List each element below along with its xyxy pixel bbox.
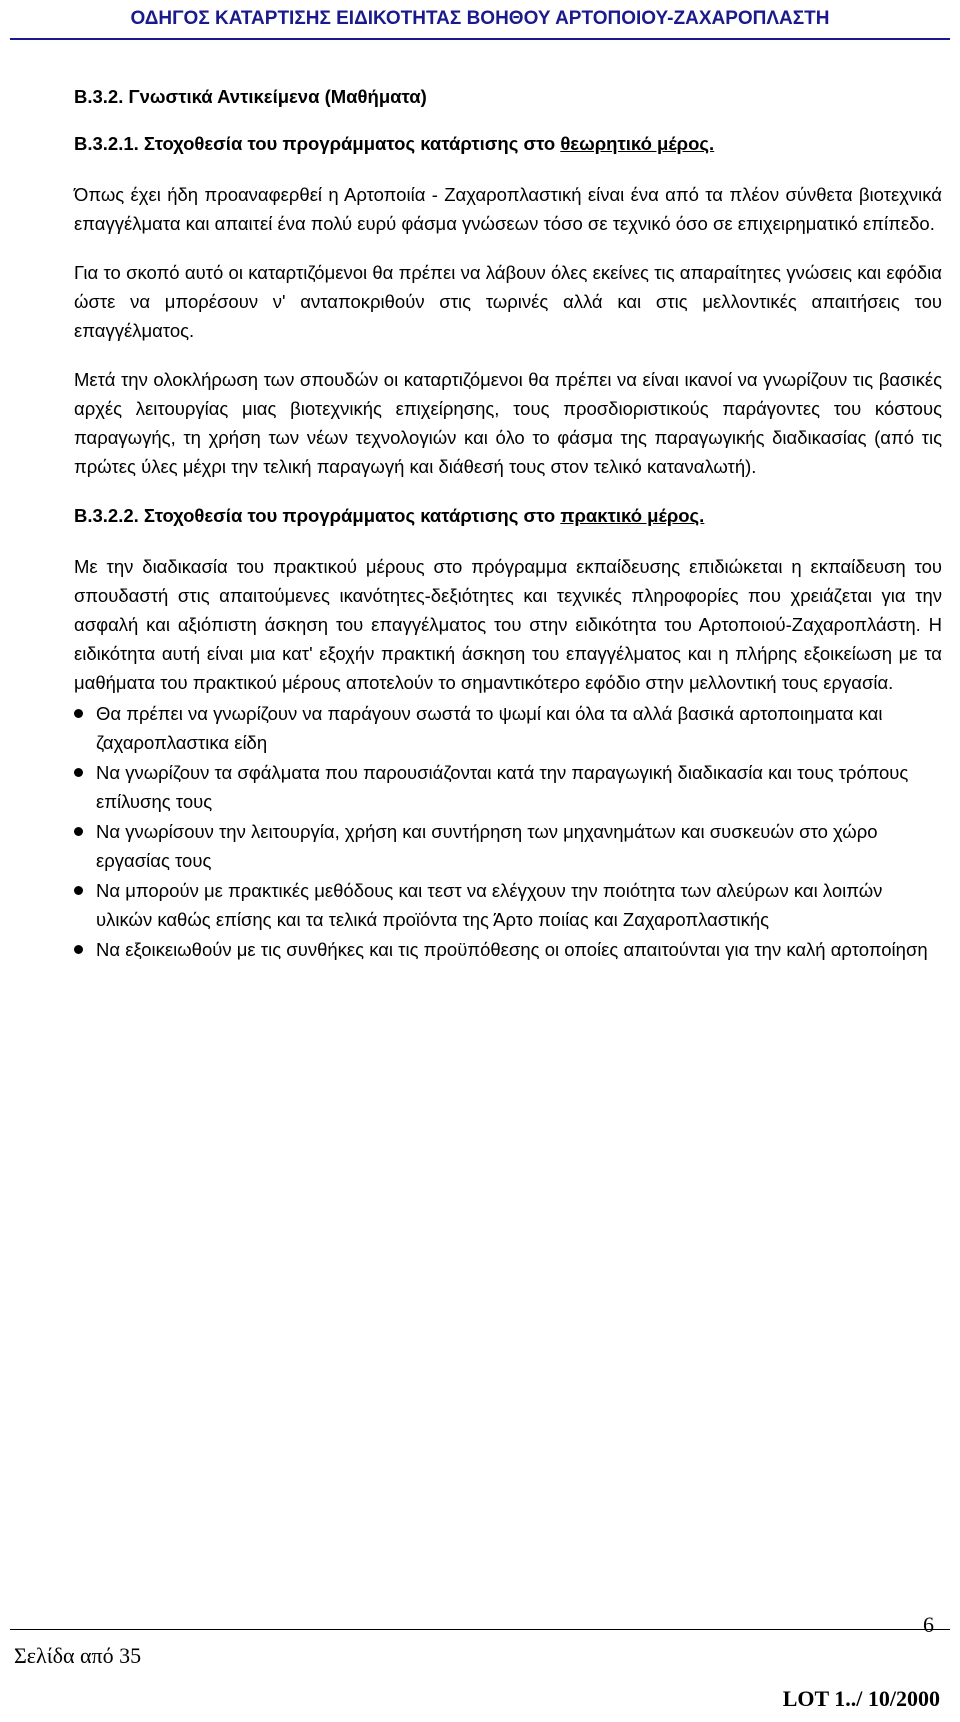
list-item <box>74 758 942 816</box>
list-item <box>74 876 942 934</box>
paragraph: Με την διαδικασία του πρακτικού μέρους στο πρόγραμμα εκπαίδευσης επιδιώκεται η εκπαίδευση του σπουδαστή στις απαιτούμενες ικανότητες-δεξιότητες και τεχνικές πληροφορίες που χρειάζεται για την ασφαλή και αξιόπιστη άσκηση του επαγγέλματος του στην ειδικότητα του Αρτοποιού-Ζαχαροπλάστη. Η ειδικότητα αυτή είναι μια κατ' εξοχήν πρακτική άσκηση του επαγγέλματος και η πλήρης εξοικείωση με τα μαθήματα του πρακτικού μέρους αποτελούν το σημαντικότερο εφόδιο στην μελλοντική τους εργασία. <box>74 556 942 693</box>
paragraph: Για το σκοπό αυτό οι καταρτιζόμενοι θα πρέπει να λάβουν όλες εκείνες τις απαραίτητες γνώσεις και εφόδια ώστε να μπορέσουν ν' ανταποκριθούν στις τωρινές αλλά και στις μελλοντικές απαιτήσεις του επαγγέλματος. <box>74 262 942 341</box>
sub-heading-practice <box>74 501 942 530</box>
list-item <box>74 817 942 875</box>
document-header: ΟΔΗΓΟΣ ΚΑΤΑΡΤΙΣΗΣ ΕΙΔΙΚΟΤΗΤΑΣ ΒΟΗΘΟΥ ΑΡΤΟΠΟΙΟΥ-ΖΑΧΑΡΟΠΛΑΣΤΗ <box>130 8 830 29</box>
paragraph: Μετά την ολοκλήρωση των σπουδών οι καταρτιζόμενοι θα πρέπει να είναι ικανοί να γνωρίζουν τις βασικές αρχές λειτουργίας μιας βιοτεχνικής επιχείρησης, τους προσδιοριστικούς παράγοντες του κόστους παραγωγής, τη χρήση των νέων τεχνολογιών και όλο το φάσμα της παραγωγικής διαδικασίας (από τις πρώτες ύλες μέχρι την τελική παραγωγή και διάθεσή τους στον τελικό καταναλωτή). <box>74 369 942 477</box>
document-body <box>74 82 942 965</box>
bullet-icon <box>74 768 83 777</box>
bullet-icon <box>74 945 83 954</box>
paragraph: Όπως έχει ήδη προαναφερθεί η Αρτοποιία - Ζαχαροπλαστική είναι ένα από τα πλέον σύνθετα βιοτεχνικά επαγγέλματα και απαιτεί ένα πολύ ευρύ φάσμα γνώσεων τόσο σε τεχνικό όσο σε επιχειρηματικό επίπεδο. <box>74 184 942 234</box>
sub-heading-theory <box>74 129 942 158</box>
section-heading: Β.3.2. Γνωστικά Αντικείμενα (Μαθήματα) <box>74 86 427 107</box>
page-of-label: Σελίδα από 35 <box>14 1643 142 1668</box>
sub-heading-practice-underlined: πρακτικό μέρος. <box>560 505 705 526</box>
list-item-text: Να εξοικειωθούν με τις συνθήκες και τις προϋπόθεσης οι οποίες απαιτούνται για την καλή αρτοποίηση <box>96 939 928 960</box>
list-item-text: Να μπορούν με πρακτικές μεθόδους και τεστ να ελέγχουν την ποιότητα των αλεύρων και λοιπών υλικών καθώς επίσης και τα τελικά προϊόντα της Άρτο ποιίας και Ζαχαροπλαστικής <box>96 880 883 930</box>
bullet-icon <box>74 886 83 895</box>
list-item <box>74 699 942 757</box>
header-rule <box>10 38 950 40</box>
sub-heading-practice-prefix: Β.3.2.2. Στοχοθεσία του προγράμματος κατάρτισης στο <box>74 505 561 526</box>
list-item-text: Θα πρέπει να γνωρίζουν να παράγουν σωστά το ψωμί και όλα τα αλλά βασικά αρτοποιηματα και ζαχαροπλαστικα είδη <box>96 703 883 753</box>
list-item <box>74 935 942 964</box>
sub-heading-theory-underlined: θεωρητικό μέρος. <box>560 133 715 154</box>
list-item-text: Να γνωρίσουν την λειτουργία, χρήση και συντήρηση των μηχανημάτων και συσκευών στο χώρο εργασίας τους <box>96 821 878 871</box>
page-number: 6 <box>923 1612 934 1637</box>
list-item-text: Να γνωρίζουν τα σφάλματα που παρουσιάζονται κατά την παραγωγική διαδικασία και τους τρόπους επίλυσης τους <box>96 762 909 812</box>
bullet-list <box>74 699 942 964</box>
bullet-icon <box>74 827 83 836</box>
bullet-icon <box>74 709 83 718</box>
sub-heading-theory-prefix: Β.3.2.1. Στοχοθεσία του προγράμματος κατάρτισης στο <box>74 133 561 154</box>
footer-rule <box>10 1629 950 1630</box>
lot-label: LOT 1../ 10/2000 <box>782 1686 940 1711</box>
